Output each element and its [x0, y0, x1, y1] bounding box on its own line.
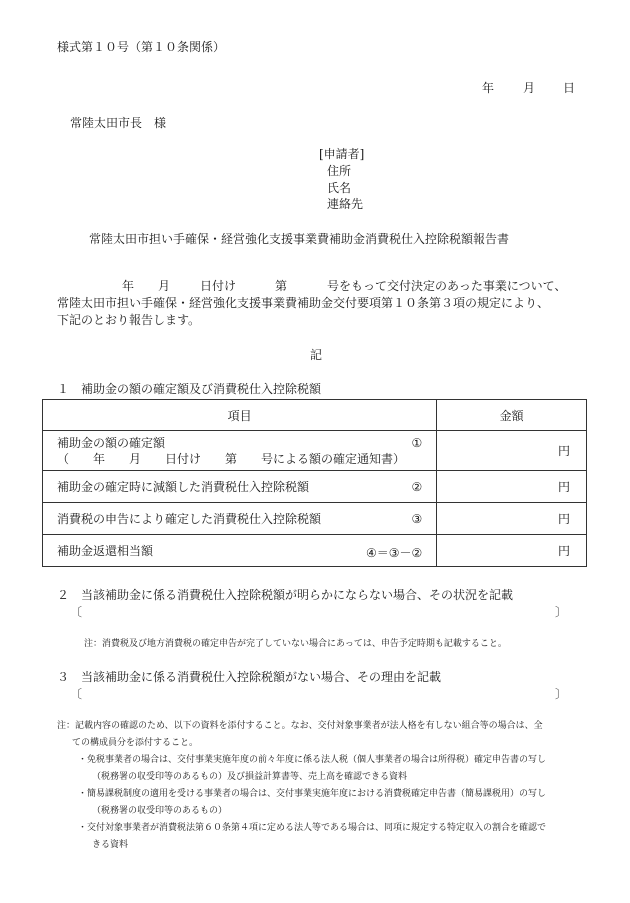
section3-bracket-close: 〕	[555, 687, 568, 701]
table-row	[43, 535, 587, 567]
row-item-cell	[43, 535, 437, 567]
amount-cell[interactable]: 円	[437, 471, 587, 503]
note-bullet-3: ・交付対象事業者が消費税法第６０条第４項に定める法人等である場合は、同項に規定する特定収入の割合を確認で	[78, 823, 547, 833]
header-item: 項目	[43, 400, 437, 431]
section2-note: 注：消費税及び地方消費税の確定申告が完了していない場合にあっては、申告予定時期も記載すること。	[84, 639, 507, 649]
note-bullet-1: ・免税事業者の場合は、交付事業実施年度の前々年度に係る法人税（個人事業者の場合は所得税）確定申告書の写し	[78, 755, 547, 765]
section1-heading: １ 補助金の額の確定額及び消費税仕入控除税額	[57, 382, 322, 396]
notes-line1: 注：記載内容の確認のため、以下の資料を添付すること。なお、交付対象事業者が法人格を有しない組合等の場合は、全	[57, 721, 543, 731]
row-label: 消費税の申告により確定した消費税仕入控除税額	[57, 512, 322, 526]
section2-bracket-open: 〔	[70, 605, 83, 619]
row-mark: ①	[411, 435, 423, 450]
form-number: 様式第１０号（第１０条関係）	[57, 40, 226, 54]
intro-line2: 常陸太田市担い手確保・経営強化支援事業費補助金交付要項第１０条第３項の規定により、	[57, 296, 550, 310]
applicant-heading: [申請者]	[319, 147, 365, 161]
intro-dai: 第	[275, 279, 288, 293]
row-sublabel: （ 年 月 日付け 第 号による額の確定通知書）	[57, 451, 406, 466]
intro-line3: 下記のとおり報告します。	[57, 313, 201, 327]
row-mark: ②	[411, 480, 423, 494]
note-bullet-3-cont: きる資料	[92, 840, 129, 850]
row-item-cell	[43, 503, 437, 535]
section3-bracket-open: 〔	[70, 687, 83, 701]
row-item-cell	[43, 431, 437, 471]
section3-input-area[interactable]	[90, 684, 550, 702]
document-title: 常陸太田市担い手確保・経営強化支援事業費補助金消費税仕入控除税額報告書	[89, 232, 510, 246]
intro-line1: 号をもって交付決定のあった事業について、	[327, 279, 567, 293]
addressee: 常陸太田市長 様	[70, 116, 167, 130]
table-row	[43, 471, 587, 503]
note-bullet-2-cont: （税務署の収受印等のあるもの）	[92, 806, 228, 816]
row-label: 補助金返還相当額	[57, 544, 154, 558]
row-label: 補助金の確定時に減額した消費税仕入控除税額	[57, 480, 310, 494]
applicant-contact: 連絡先	[327, 197, 364, 211]
note-bullet-2: ・簡易課税制度の適用を受ける事業者の場合は、交付事業実施年度における消費税確定申告書（簡易課税用）の写し	[78, 789, 547, 799]
section3-heading: ３ 当該補助金に係る消費税仕入控除税額がない場合、その理由を記載	[57, 670, 442, 684]
intro-day: 日付け	[200, 279, 237, 293]
table-row	[43, 503, 587, 535]
row-item-cell	[43, 471, 437, 503]
amount-cell[interactable]: 円	[437, 503, 587, 535]
amount-table	[42, 399, 587, 567]
amount-cell[interactable]: 円	[437, 535, 587, 567]
notes-line1b: ての構成員分を添付すること。	[72, 738, 199, 748]
row-label: 補助金の額の確定額	[57, 435, 166, 450]
intro-month: 月	[158, 279, 171, 293]
row-mark: ③	[411, 512, 423, 526]
date-year: 年	[482, 81, 495, 95]
amount-cell[interactable]: 円	[437, 431, 587, 471]
applicant-address: 住所	[327, 164, 352, 178]
section2-heading: ２ 当該補助金に係る消費税仕入控除税額が明らかにならない場合、その状況を記載	[57, 588, 514, 602]
section2-input-area[interactable]	[90, 602, 550, 620]
intro-year: 年	[122, 279, 135, 293]
date-month: 月	[523, 81, 536, 95]
note-bullet-1-cont: （税務署の収受印等のあるもの）及び損益計算書等、売上高を確認できる資料	[92, 772, 408, 782]
applicant-name: 氏名	[327, 181, 352, 195]
row-mark: ④＝③－②	[365, 546, 423, 560]
header-amount: 金額	[437, 400, 587, 431]
section2-bracket-close: 〕	[555, 605, 568, 619]
table-header-row	[43, 400, 587, 431]
date-day: 日	[563, 81, 576, 95]
ki-label: 記	[310, 348, 323, 362]
table-row	[43, 431, 587, 471]
